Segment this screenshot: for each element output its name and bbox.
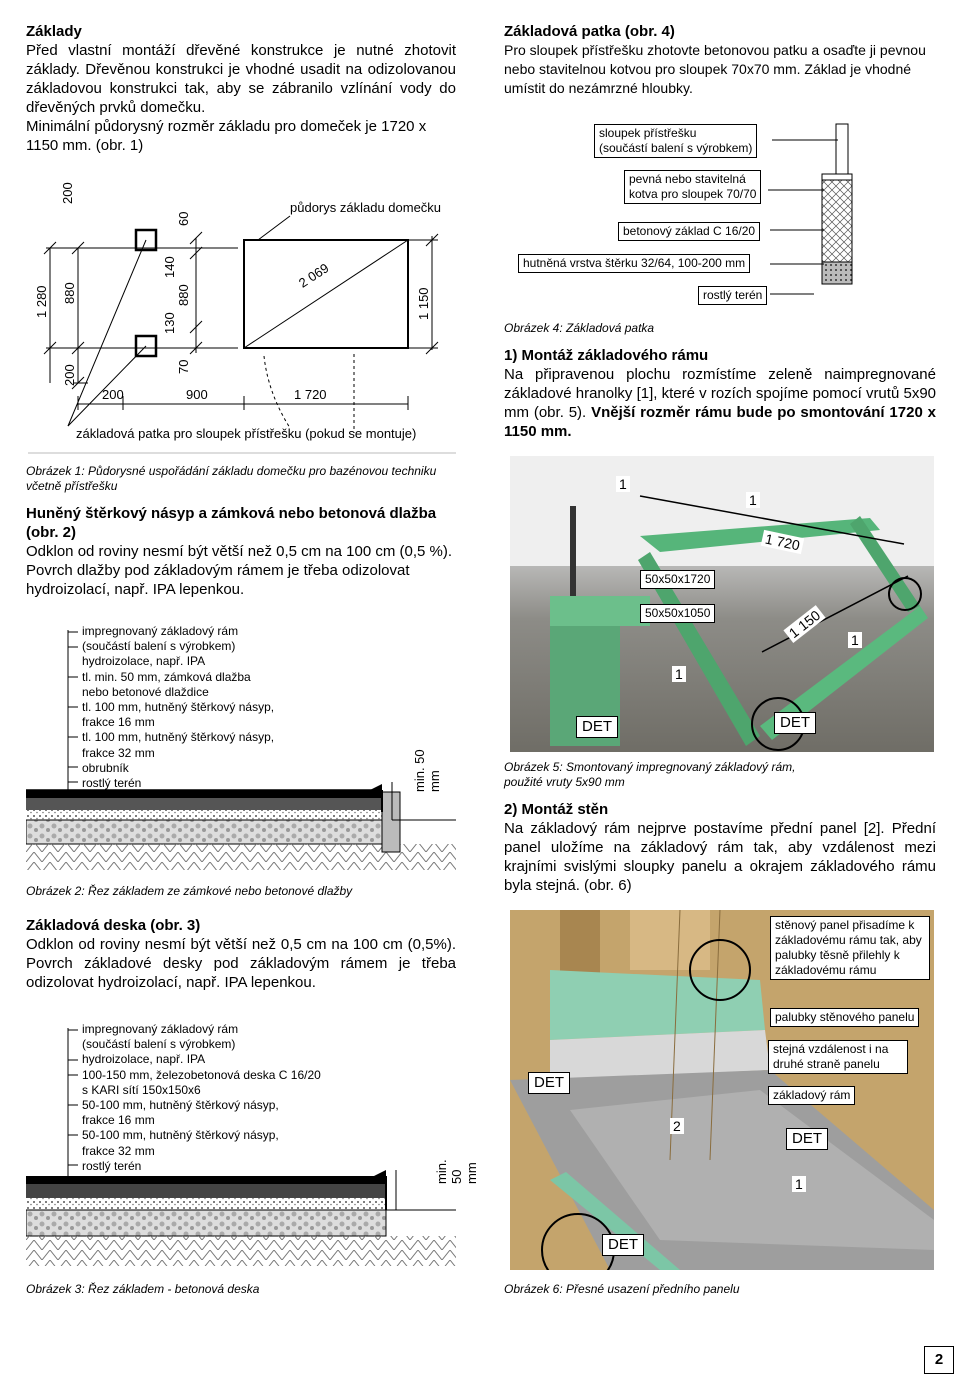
dim-diagonal: 2 069	[296, 260, 332, 291]
slab-text: Odklon od roviny nesmí být větší než 0,5 cm na 100 cm (0,5%). Povrch základové desky pod základovým rámem je třeba odizolovat hydroizolací, např. IPA lepenkou.	[26, 936, 456, 991]
heading-frame-assembly: 1) Montáž základového rámu	[504, 347, 709, 364]
dim-1150: 1 150	[783, 605, 825, 643]
legend-item: 50-100 mm, hutněný štěrkový násyp,	[82, 1128, 279, 1143]
dim-880-outer: 880	[62, 282, 77, 304]
anchor-label: pevná nebo stavitelná kotva pro sloupek 70/70	[624, 170, 761, 204]
figure-4-caption: Obrázek 4: Základová patka	[504, 321, 655, 335]
note-boards: palubky stěnového panelu	[770, 1008, 919, 1027]
ground-label: rostlý terén	[698, 286, 767, 305]
section-wall-assembly	[504, 800, 936, 895]
figure-3-caption: Obrázek 3: Řez základem - betonová deska	[26, 1282, 260, 1296]
wall-assembly-text: Na základový rám nejprve postavíme přední panel [2]. Přední panel uložíme na základový rám tak, aby vzdálenost mezi krajními svislými sloupky panelu a okrajem základového rámu byla stejná. (obr. 6)	[504, 820, 936, 894]
plan-label: půdorys základu domečku	[290, 200, 442, 215]
foundations-min-size: Minimální půdorysný rozměr základu pro domeček je 1720 x 1150 mm. (obr. 1)	[26, 118, 427, 154]
part-number-1a: 1	[616, 476, 630, 492]
legend-item: tl. 100 mm, hutněný štěrkový násyp,	[82, 700, 275, 715]
legend-item: impregnovaný základový rám	[82, 1022, 239, 1036]
heading-slab: Základová deska (obr. 3)	[26, 917, 201, 934]
legend-item: frakce 32 mm	[82, 1143, 155, 1158]
legend-item: s KARI sítí 150x150x6	[82, 1082, 201, 1097]
heading-gravel-paving: Huněný štěrkový násyp a zámková nebo betonová dlažba (obr. 2)	[26, 505, 437, 541]
figure-1-caption: Obrázek 1: Půdorysné uspořádání základu domečku pro bazénovou techniku včetně přístřešku	[26, 464, 437, 493]
dim-b200: 200	[102, 387, 124, 402]
legend-item: 50-100 mm, hutněný štěrkový násyp,	[82, 1098, 279, 1113]
dim-880-inner: 880	[176, 284, 191, 306]
legend-item: hydroizolace, např. IPA	[82, 654, 206, 669]
part-number-1: 1	[792, 1176, 806, 1192]
detail-label-1: DET	[576, 716, 618, 738]
figure-3-section	[26, 1020, 479, 1270]
profile-1720: 50x50x1720	[640, 570, 715, 589]
detail-label-2: DET	[774, 712, 816, 734]
foundations-paragraph: Před vlastní montáží dřevěné konstrukce je nutné zhotovit základy. Dřevěnou konstrukci je vhodné usadit na odizolovanou základovou konstrukci tak, aby se zábranilo vzlínání vody do dřevěných prvků domečku.	[26, 42, 456, 116]
post-label: sloupek přístřešku (součástí balení s výrobkem)	[594, 124, 757, 158]
part-number-1c: 1	[672, 666, 686, 682]
legend-item: rostlý terén	[82, 776, 142, 791]
part-number-1b: 1	[746, 492, 760, 508]
heading-foundations: Základy	[26, 23, 82, 40]
dim-200-bottom: 200	[62, 364, 77, 386]
legend-item: hydroizolace, např. IPA	[82, 1052, 206, 1067]
legend-item: impregnovaný základový rám	[82, 624, 239, 638]
dim-b900: 900	[186, 387, 208, 402]
section-slab	[26, 916, 456, 992]
footing-label: základová patka pro sloupek přístřešku (pokud se montuje)	[76, 426, 417, 441]
min-50-label: min. 50 mm	[434, 1159, 479, 1184]
dim-1150: 1 150	[416, 287, 431, 320]
part-number-2: 2	[670, 1118, 684, 1134]
dim-70: 70	[176, 359, 191, 374]
part-number-1d: 1	[848, 632, 862, 648]
figure-2-caption: Obrázek 2: Řez základem ze zámkové nebo betonové dlažby	[26, 884, 353, 898]
legend-item: frakce 16 mm	[82, 1113, 155, 1128]
gravel-label: hutněná vrstva štěrku 32/64, 100-200 mm	[518, 254, 750, 273]
legend-item: 100-150 mm, železobetonová deska C 16/20	[82, 1067, 321, 1082]
slab-legend	[82, 1022, 321, 1174]
plan-diagram	[28, 178, 456, 458]
figure-5-caption: Obrázek 5: Smontovaný impregnovaný základový rám, použité vruty 5x90 mm	[504, 760, 796, 789]
legend-item: tl. 100 mm, hutněný štěrkový násyp,	[82, 730, 275, 745]
dim-130: 130	[162, 312, 177, 334]
heading-footing: Základová patka (obr. 4)	[504, 23, 675, 40]
figure-2-section	[26, 622, 456, 872]
legend-item: nebo betonové dlaždice	[82, 684, 209, 699]
footing-text: Pro sloupek přístřešku zhotovte betonovou patku a osaďte ji pevnou nebo stavitelnou kotvou pro sloupek 70x70 mm. Základ je vhodné umístit do nezámrzné hloubky.	[504, 42, 926, 96]
dim-b1720: 1 720	[294, 387, 327, 402]
page-number: 2	[924, 1346, 954, 1374]
dim-60: 60	[176, 211, 191, 226]
legend-item: rostlý terén	[82, 1158, 142, 1173]
legend-item: (součástí balení s výrobkem)	[82, 639, 236, 654]
heading-wall-assembly: 2) Montáž stěn	[504, 801, 609, 818]
figure-1-plan	[28, 178, 456, 458]
figure-6-caption: Obrázek 6: Přesné usazení předního panelu	[504, 1282, 740, 1296]
section-footing	[504, 22, 936, 98]
figure-4-footing	[504, 118, 936, 333]
note-equal-distance: stejná vzdálenost i na druhé straně panelu	[768, 1040, 908, 1074]
legend-item: frakce 16 mm	[82, 715, 155, 730]
section-foundations	[26, 22, 456, 155]
detail-label-c: DET	[602, 1234, 644, 1256]
note-base-frame: základový rám	[768, 1086, 855, 1105]
detail-label-b: DET	[786, 1128, 828, 1150]
gravel-paving-text: Odklon od roviny nesmí být větší než 0,5 cm na 100 cm (0,5 %). Povrch dlažby pod základovým rámem je třeba odizolovat hydroizolací, např. IPA lepenkou.	[26, 543, 453, 598]
figure-5-photo	[510, 456, 934, 752]
note-panel-fit: stěnový panel přisadíme k základovému rámu tak, aby palubky těsně přilehly k základovému rámu	[770, 916, 930, 980]
detail-label-a: DET	[528, 1072, 570, 1094]
dim-140: 140	[162, 256, 177, 278]
legend-item: frakce 32 mm	[82, 745, 155, 760]
frame-assembly-text: Na připravenou plochu rozmístíme zeleně naimpregnované základové hranolky [1], které v rozích spojíme pomocí vrutů 5x90 mm (obr. 5). Vnější rozměr rámu bude po smontování 1720 x 1150 mm.	[504, 366, 936, 440]
section-gravel-paving	[26, 504, 456, 599]
paving-legend	[82, 624, 274, 791]
profile-1050: 50x50x1050	[640, 604, 715, 623]
min-50-label: min. 50 mm	[412, 749, 442, 792]
dim-1280: 1 280	[34, 285, 49, 318]
figure-6-photo	[510, 910, 934, 1270]
legend-item: obrubník	[82, 760, 129, 775]
frame-photo-illustration	[510, 456, 934, 752]
legend-item: (součástí balení s výrobkem)	[82, 1037, 236, 1052]
section-frame-assembly	[504, 346, 936, 441]
dim-1720: 1 720	[761, 530, 804, 554]
dim-200-top: 200	[60, 182, 75, 204]
concrete-label: betonový základ C 16/20	[618, 222, 760, 241]
legend-item: tl. min. 50 mm, zámková dlažba	[82, 669, 251, 684]
